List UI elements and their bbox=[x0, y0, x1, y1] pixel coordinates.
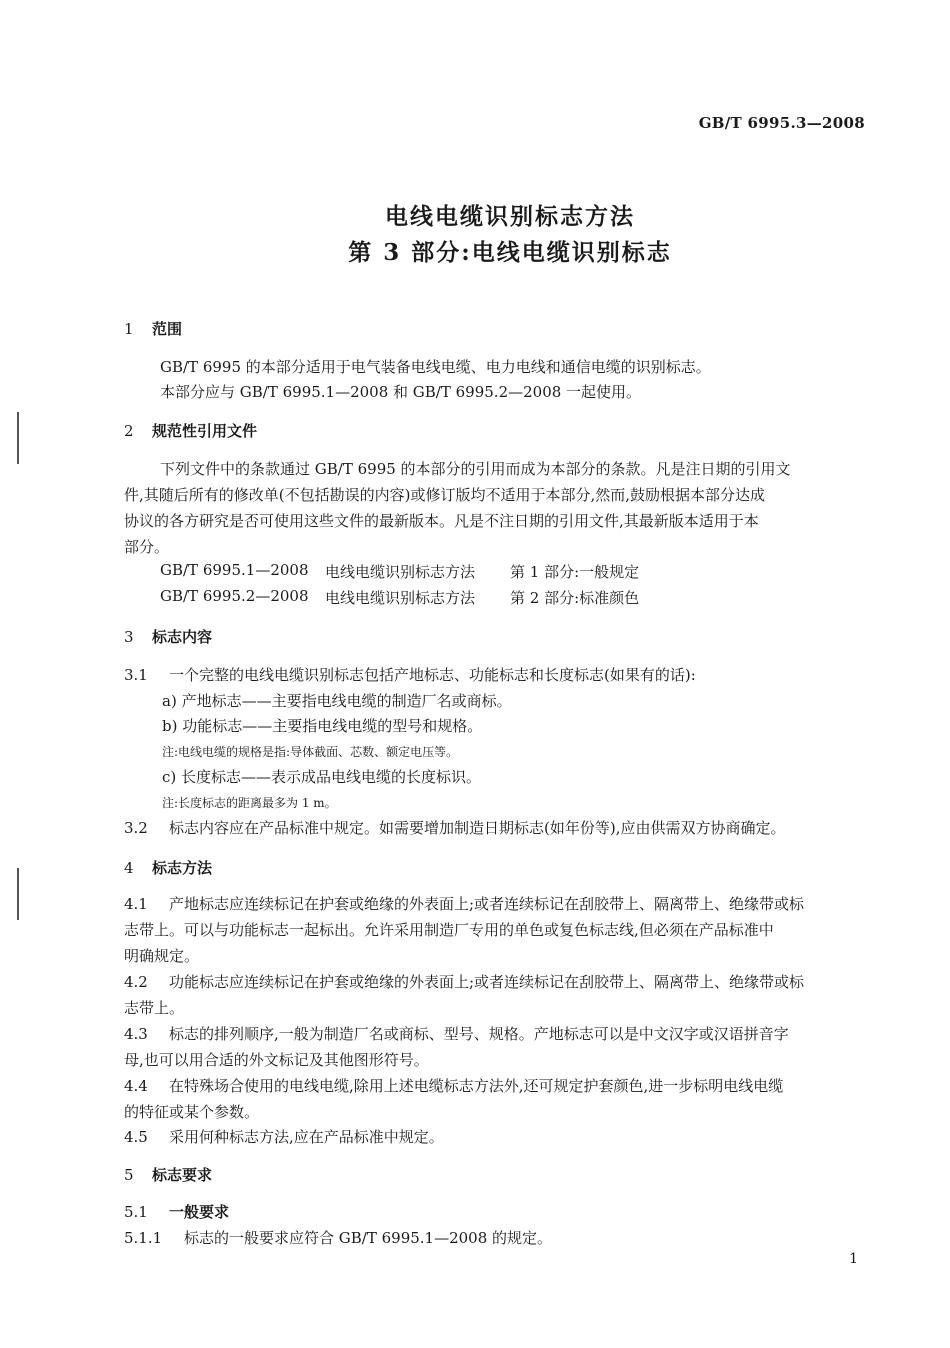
paragraph: GB/T 6995 的本部分适用于电气装备电线电缆、电力电线和通信电缆的识别标志。 bbox=[160, 358, 711, 376]
paragraph-line: 志带上。可以与功能标志一起标出。允许采用制造厂专用的单色或复色标志线,但必须在产品标准中 bbox=[124, 921, 774, 939]
paragraph-line: 协议的各方研究是否可使用这些文件的最新版本。凡是不注日期的引用文件,其最新版本适用于本 bbox=[124, 512, 759, 530]
section-2-heading: 2 规范性引用文件 bbox=[124, 422, 258, 440]
binding-mark bbox=[17, 412, 19, 464]
paragraph-line: 部分。 bbox=[124, 538, 170, 556]
section-5-heading: 5 标志要求 bbox=[124, 1166, 213, 1184]
clause-4-2: 4.2 功能标志应连续标记在护套或绝缘的外表面上;或者连续标记在刮胶带上、隔离带上、绝缘带或标 bbox=[124, 973, 805, 991]
paragraph-line: 志带上。 bbox=[124, 999, 185, 1017]
list-item-b: b) 功能标志——主要指电线电缆的型号和规格。 bbox=[162, 717, 483, 735]
clause-3-2: 3.2 标志内容应在产品标准中规定。如需要增加制造日期标志(如年份等),应由供需双方协商确定。 bbox=[124, 819, 786, 837]
clause-4-1: 4.1 产地标志应连续标记在护套或绝缘的外表面上;或者连续标记在刮胶带上、隔离带上、绝缘带或标 bbox=[124, 895, 805, 913]
paragraph-line: 明确规定。 bbox=[124, 947, 200, 965]
note: 注:长度标志的距离最多为 1 m。 bbox=[162, 796, 337, 810]
section-1-heading: 1 范围 bbox=[124, 320, 183, 338]
reference-title: 电线电缆识别标志方法 bbox=[325, 589, 476, 607]
standard-number: GB/T 6995.3—2008 bbox=[698, 114, 865, 132]
document-title: 电线电缆识别标志方法 bbox=[385, 203, 635, 230]
note: 注:电线电缆的规格是指:导体截面、芯数、额定电压等。 bbox=[162, 745, 459, 759]
binding-mark bbox=[17, 868, 19, 920]
list-item-a: a) 产地标志——主要指电线电缆的制造厂名或商标。 bbox=[162, 692, 512, 710]
page-number: 1 bbox=[849, 1251, 858, 1267]
paragraph-line: 下列文件中的条款通过 GB/T 6995 的本部分的引用而成为本部分的条款。凡是注日期的引用文 bbox=[160, 460, 791, 478]
paragraph: 本部分应与 GB/T 6995.1—2008 和 GB/T 6995.2—2008 一起使用。 bbox=[160, 383, 642, 401]
clause-3-1: 3.1 一个完整的电线电缆识别标志包括产地标志、功能标志和长度标志(如果有的话): bbox=[124, 666, 696, 684]
reference-part: 第 2 部分:标准颜色 bbox=[510, 589, 640, 607]
clause-4-5: 4.5 采用何种标志方法,应在产品标准中规定。 bbox=[124, 1128, 444, 1146]
paragraph-line: 母,也可以用合适的外文标记及其他图形符号。 bbox=[124, 1051, 429, 1069]
clause-5-1-1: 5.1.1 标志的一般要求应符合 GB/T 6995.1—2008 的规定。 bbox=[124, 1229, 553, 1247]
paragraph-line: 的特征或某个参数。 bbox=[124, 1103, 260, 1121]
section-3-heading: 3 标志内容 bbox=[124, 628, 213, 646]
clause-4-4: 4.4 在特殊场合使用的电线电缆,除用上述电缆标志方法外,还可规定护套颜色,进一步标明电线电缆 bbox=[124, 1077, 784, 1095]
reference-code: GB/T 6995.1—2008 bbox=[160, 561, 309, 579]
reference-title: 电线电缆识别标志方法 bbox=[325, 563, 476, 581]
section-4-heading: 4 标志方法 bbox=[124, 859, 213, 877]
clause-4-3: 4.3 标志的排列顺序,一般为制造厂名或商标、型号、规格。产地标志可以是中文汉字或汉语拼音字 bbox=[124, 1025, 789, 1043]
reference-code: GB/T 6995.2—2008 bbox=[160, 587, 309, 605]
document-subtitle: 第 3 部分:电线电缆识别标志 bbox=[348, 239, 672, 266]
reference-part: 第 1 部分:一般规定 bbox=[510, 563, 640, 581]
paragraph-line: 件,其随后所有的修改单(不包括勘误的内容)或修订版均不适用于本部分,然而,鼓励根据本部分达成 bbox=[124, 486, 766, 504]
clause-5-1-heading: 5.1 一般要求 bbox=[124, 1203, 230, 1221]
list-item-c: c) 长度标志——表示成品电线电缆的长度标识。 bbox=[162, 768, 482, 786]
